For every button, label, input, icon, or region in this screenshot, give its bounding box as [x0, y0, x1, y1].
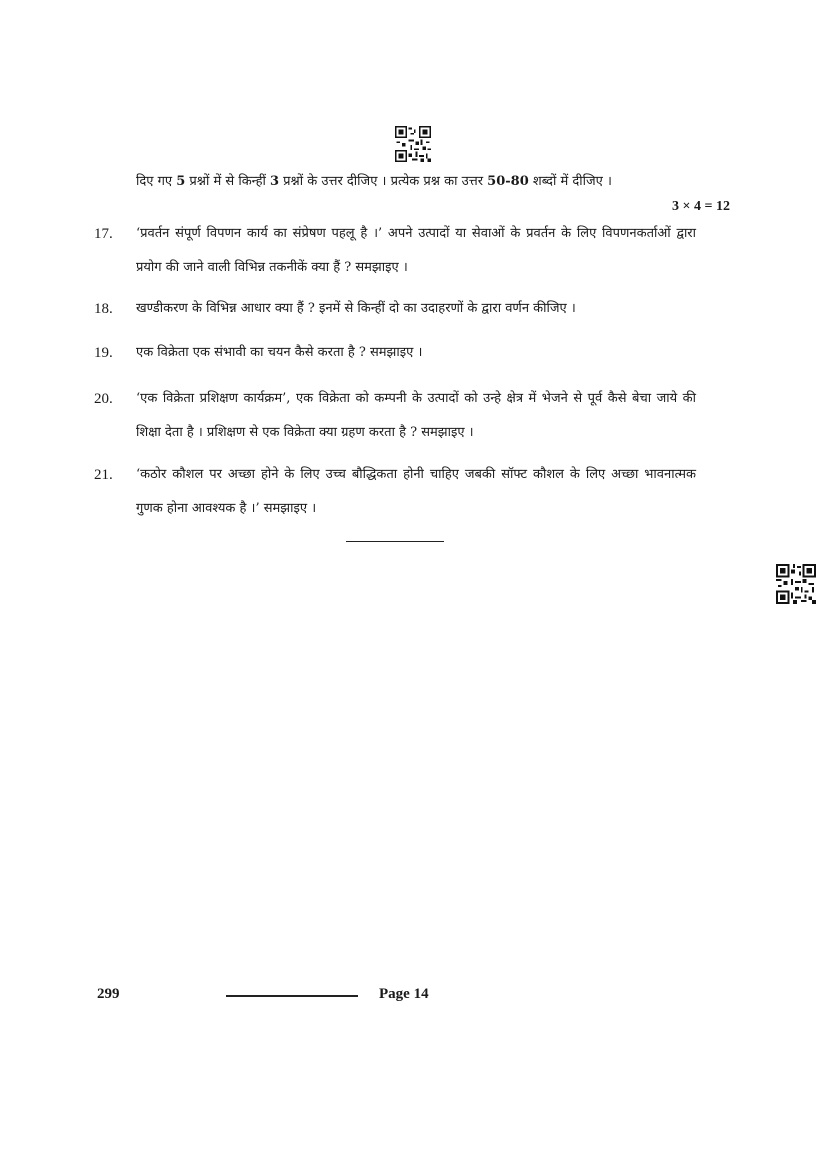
question-number: 19. — [94, 345, 113, 361]
question-number: 17. — [94, 226, 113, 242]
footer-rule — [226, 995, 358, 997]
question-20 — [94, 382, 704, 450]
qr-code-side — [776, 564, 816, 604]
question-21 — [94, 458, 704, 526]
question-text: एक विक्रेता एक संभावी का चयन कैसे करता है ? समझाइए । — [136, 345, 423, 360]
question-number: 18. — [94, 301, 113, 317]
instruction-text: दिए गए — [136, 174, 177, 189]
qr-code-top — [395, 126, 431, 162]
instruction-attempt-count: 3 — [269, 174, 280, 189]
question-text: ‘एक विक्रेता प्रशिक्षण कार्यक्रम’, एक विक्रेता को कम्पनी के उत्पादों को उन्हे क्षेत्र में भेजने से पूर्व कैसे बेचा जाये की शिक्षा देता है । प्रशिक्षण से एक विक्रेता क्या ग्रहण करता है ? समझाइए । — [136, 391, 696, 440]
instruction-text: शब्दों में दीजिए । — [528, 174, 612, 189]
instruction-total-count: 5 — [176, 174, 186, 189]
end-of-section-rule — [346, 541, 444, 542]
instruction-text: प्रश्नों के उत्तर दीजिए । प्रत्येक प्रश्न का उत्तर — [279, 174, 488, 189]
question-number: 21. — [94, 467, 113, 483]
question-text: खण्डीकरण के विभिन्न आधार क्या हैं ? इनमें से किन्हीं दो का उदाहरणों के द्वारा वर्णन कीजिए । — [136, 301, 576, 316]
page-number: Page 14 — [379, 986, 429, 1002]
exam-code: 299 — [97, 986, 120, 1002]
question-18 — [94, 292, 704, 326]
section-instruction — [136, 172, 696, 192]
question-number: 20. — [94, 391, 113, 407]
section-marks: 3 × 4 = 12 — [672, 199, 730, 214]
question-17 — [94, 217, 704, 285]
instruction-word-range: 50-80 — [487, 174, 529, 189]
question-text: ‘प्रवर्तन संपूर्ण विपणन कार्य का संप्रेषण पहलू है ।’ अपने उत्पादों या सेवाओं के प्रवर्तन के लिए विपणनकर्ताओं द्वारा प्रयोग की जाने वाली विभिन्न तकनीकें क्या हैं ? समझाइए । — [136, 226, 696, 275]
instruction-text: प्रश्नों में से किन्हीं — [185, 174, 270, 189]
question-19 — [94, 336, 704, 370]
question-text: ‘कठोर कौशल पर अच्छा होने के लिए उच्च बौद्धिकता होनी चाहिए जबकी सॉफ्ट कौशल के लिए अच्छा भावनात्मक गुणक होना आवश्यक है ।’ समझाइए । — [136, 467, 696, 516]
